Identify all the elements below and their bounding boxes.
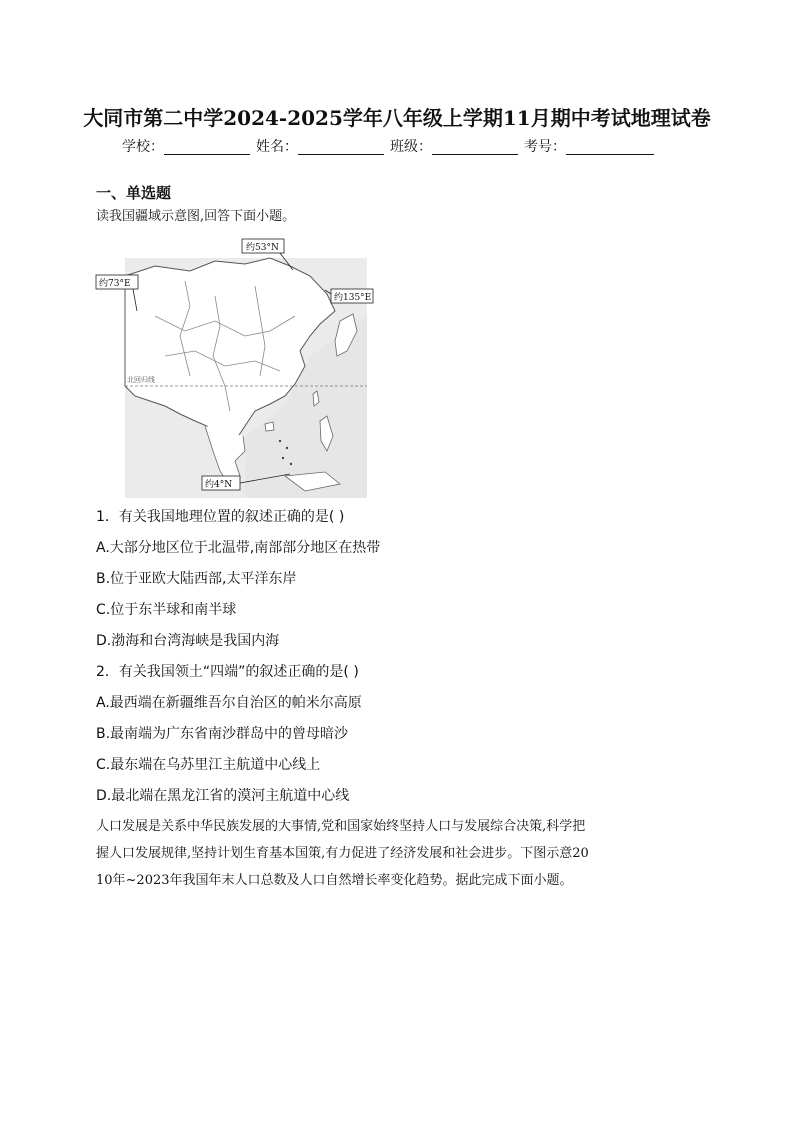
question-1-option-b[interactable]: B.位于亚欧大陆西部,太平洋东岸 — [96, 571, 297, 587]
class-label: 班级： — [390, 139, 432, 155]
paragraph-line: 10年~2023年我国年末人口总数及人口自然增长率变化趋势。据此完成下面小题。 — [96, 873, 573, 888]
student-info-row — [122, 136, 660, 156]
north-label: 约53°N — [246, 243, 279, 253]
question-2-option-a[interactable]: A.最西端在新疆维吾尔自治区的帕米尔高原 — [96, 695, 362, 711]
class-blank[interactable] — [432, 138, 518, 155]
question-1-option-d[interactable]: D.渤海和台湾海峡是我国内海 — [96, 633, 280, 649]
island-dot — [286, 447, 288, 449]
west-label: 约73°E — [99, 279, 131, 289]
china-territory-map — [95, 236, 372, 498]
island-dot — [290, 463, 292, 465]
population-intro-paragraph — [96, 813, 708, 894]
question-1-option-c[interactable]: C.位于东半球和南半球 — [96, 602, 237, 618]
map-figure — [95, 236, 372, 498]
question-1-stem: 1．有关我国地理位置的叙述正确的是( ) — [96, 509, 345, 525]
exam-number-blank[interactable] — [566, 138, 654, 155]
question-2-option-b[interactable]: B.最南端为广东省南沙群岛中的曾母暗沙 — [96, 726, 349, 742]
name-label: 姓名： — [256, 139, 298, 155]
question-2-stem: 2．有关我国领土“四端”的叙述正确的是( ) — [96, 664, 359, 680]
island-dot — [282, 457, 284, 459]
paragraph-line: 人口发展是关系中华民族发展的大事情,党和国家始终坚持人口与发展综合决策,科学把 — [96, 819, 586, 834]
school-label: 学校： — [122, 139, 164, 155]
east-label: 约135°E — [334, 293, 372, 303]
section-title: 一、单选题 — [96, 184, 172, 202]
exam-number-label: 考号： — [524, 139, 566, 155]
south-label: 约4°N — [205, 480, 233, 490]
paragraph-line: 握人口发展规律,坚持计划生育基本国策,有力促进了经济发展和社会进步。下图示意20 — [96, 846, 589, 861]
map-intro-text: 读我国疆域示意图,回答下面小题。 — [96, 209, 296, 224]
name-blank[interactable] — [298, 138, 384, 155]
school-blank[interactable] — [164, 138, 250, 155]
question-2-option-c[interactable]: C.最东端在乌苏里江主航道中心线上 — [96, 757, 321, 773]
tropic-label: 北回归线 — [127, 376, 155, 384]
question-1-option-a[interactable]: A.大部分地区位于北温带,南部部分地区在热带 — [96, 540, 381, 556]
exam-title: 大同市第二中学2024-2025学年八年级上学期11月期中考试地理试卷 — [83, 106, 711, 130]
question-2-option-d[interactable]: D.最北端在黑龙江省的漠河主航道中心线 — [96, 788, 350, 804]
island — [265, 422, 274, 431]
island-dot — [279, 440, 281, 442]
